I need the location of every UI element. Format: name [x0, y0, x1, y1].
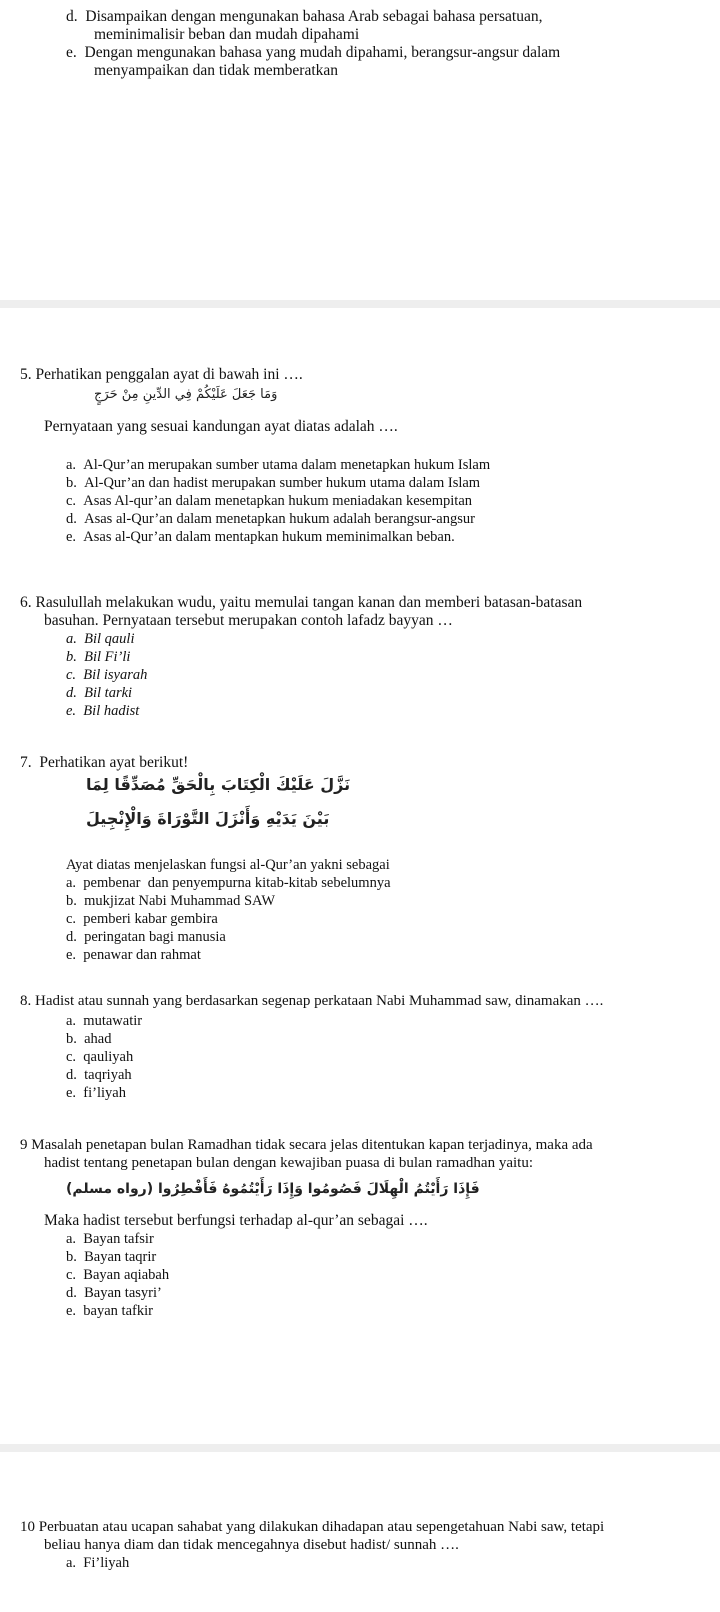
question-5-option-b: b. Al-Qur’an dan hadist merupakan sumber hukum utama dalam Islam: [66, 475, 481, 491]
question-9-option-e: e. bayan tafkir: [66, 1303, 153, 1319]
question-6-stem: 6. Rasulullah melakukan wudu, yaitu memulai tangan kanan dan memberi batasan-batasan: [20, 594, 583, 611]
page1-option-e: e. Dengan mengunakan bahasa yang mudah dipahami, berangsur-angsur dalam: [66, 44, 561, 61]
question-8-option-a: a. mutawatir: [66, 1013, 143, 1029]
question-9-option-b: b. Bayan taqrir: [66, 1249, 157, 1265]
question-9-option-c: c. Bayan aqiabah: [66, 1267, 170, 1283]
question-6-option-c: c. Bil isyarah: [66, 667, 148, 683]
question-7-option-b: b. mukjizat Nabi Muhammad SAW: [66, 893, 276, 909]
question-5-sub: Pernyataan yang sesuai kandungan ayat diatas adalah ….: [44, 418, 398, 435]
question-7-option-c: c. pemberi kabar gembira: [66, 911, 218, 927]
question-8-option-c: c. qauliyah: [66, 1049, 134, 1065]
question-9-sub: Maka hadist tersebut berfungsi terhadap al-qur’an sebagai ….: [44, 1212, 428, 1229]
question-6-stem-cont: basuhan. Pernyataan tersebut merupakan contoh lafadz bayyan …: [44, 612, 453, 629]
question-7-option-d: d. peringatan bagi manusia: [66, 929, 226, 945]
page1-option-e-cont: menyampaikan dan tidak memberatkan: [94, 62, 339, 79]
question-9-arabic: فَإِذَا رَأَيْتُمُ الْهِلَالَ فَصُومُوا وَإِذَا رَأَيْتُمُوهُ فَأَفْطِرُوا (رواه مسلم): [66, 1181, 480, 1197]
page1-option-d-cont: meminimalisir beban dan mudah dipahami: [94, 26, 360, 43]
question-7-stem: 7. Perhatikan ayat berikut!: [20, 754, 189, 771]
question-7-option-a: a. pembenar dan penyempurna kitab-kitab sebelumnya: [66, 875, 391, 891]
question-6-option-b: b. Bil Fi’li: [66, 649, 131, 665]
question-10-option-a: a. Fi’liyah: [66, 1555, 130, 1571]
question-8-option-b: b. ahad: [66, 1031, 112, 1047]
question-6-option-a: a. Bil qauli: [66, 631, 135, 647]
question-5-arabic: وَمَا جَعَلَ عَلَيْكُمْ فِي الدِّينِ مِنْ حَرَجٍ: [94, 387, 278, 402]
question-10-stem: 10 Perbuatan atau ucapan sahabat yang dilakukan dihadapan atau sepengetahuan Nabi saw, tetapi: [20, 1519, 605, 1535]
page1-option-d: d. Disampaikan dengan mengunakan bahasa Arab sebagai bahasa persatuan,: [66, 8, 543, 25]
question-8-stem: 8. Hadist atau sunnah yang berdasarkan segenap perkataan Nabi Muhammad saw, dinamakan ….: [20, 993, 604, 1009]
question-5-option-d: d. Asas al-Qur’an dalam menetapkan hukum adalah berangsur-angsur: [66, 511, 475, 527]
question-7-sub: Ayat diatas menjelaskan fungsi al-Qur’an yakni sebagai: [66, 857, 390, 873]
question-7-arabic-line-1: نَزَّلَ عَلَيْكَ الْكِتَابَ بِالْحَقِّ مُصَدِّقًا لِمَا: [86, 775, 351, 794]
question-9-option-a: a. Bayan tafsir: [66, 1231, 154, 1247]
question-8-option-e: e. fi’liyah: [66, 1085, 126, 1101]
question-5-option-a: a. Al-Qur’an merupakan sumber utama dalam menetapkan hukum Islam: [66, 457, 491, 473]
page-separator: [0, 300, 720, 308]
question-8-option-d: d. taqriyah: [66, 1067, 132, 1083]
question-6-option-d: d. Bil tarki: [66, 685, 133, 701]
question-6-option-e: e. Bil hadist: [66, 703, 140, 719]
question-5-stem: 5. Perhatikan penggalan ayat di bawah ini ….: [20, 366, 303, 383]
question-5-option-e: e. Asas al-Qur’an dalam mentapkan hukum meminimalkan beban.: [66, 529, 455, 545]
question-9-stem-cont: hadist tentang penetapan bulan dengan kewajiban puasa di bulan ramadhan yaitu:: [44, 1155, 534, 1171]
question-9-option-d: d. Bayan tasyri’: [66, 1285, 162, 1301]
question-9-stem: 9 Masalah penetapan bulan Ramadhan tidak secara jelas ditentukan kapan terjadinya, maka ada: [20, 1137, 593, 1153]
question-5-option-c: c. Asas Al-qur’an dalam menetapkan hukum meniadakan kesempitan: [66, 493, 473, 509]
question-10-stem-cont: beliau hanya diam dan tidak mencegahnya disebut hadist/ sunnah ….: [44, 1537, 459, 1553]
question-7-option-e: e. penawar dan rahmat: [66, 947, 201, 963]
page-separator: [0, 1444, 720, 1452]
question-7-arabic-line-2: بَيْنَ يَدَيْهِ وَأَنْزَلَ التَّوْرَاةَ وَالْإِنْجِيلَ: [86, 809, 330, 828]
